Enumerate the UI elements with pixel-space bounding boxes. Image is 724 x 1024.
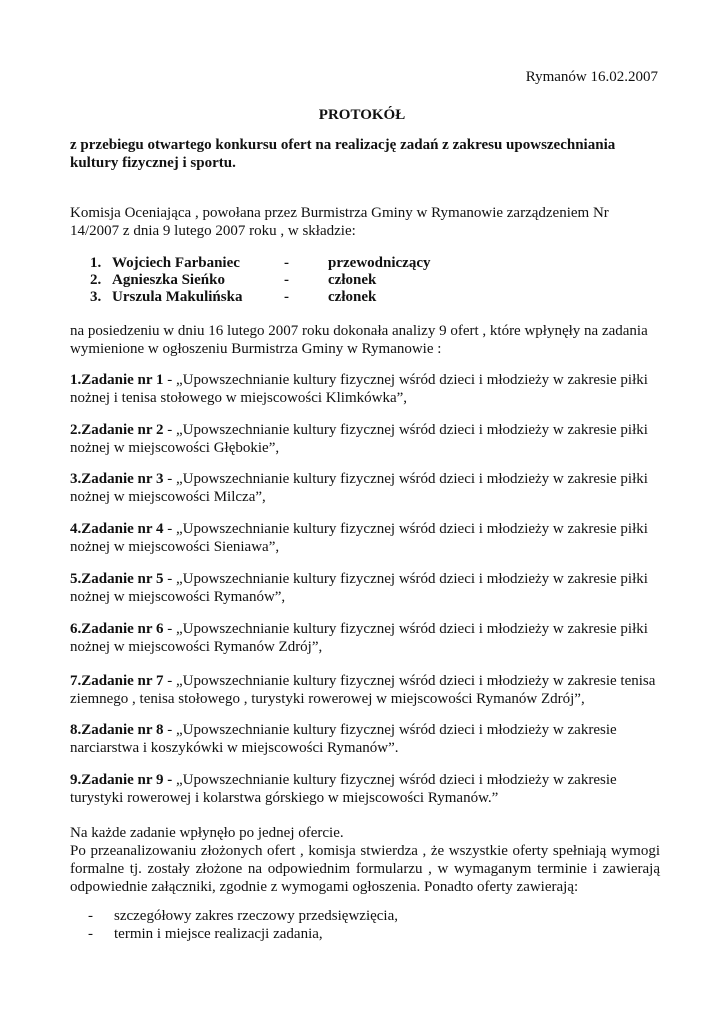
task-label: 8.Zadanie nr 8 (70, 722, 164, 738)
document-date: Rymanów 16.02.2007 (525, 69, 658, 85)
bullet-dash: - (88, 908, 93, 924)
task-label: 5.Zadanie nr 5 (70, 571, 164, 587)
task-text: - „Upowszechnianie kultury fizycznej wśród dzieci i młodzieży w zakresie piłki nożnej i tenisa stołowego w miejscowości Klimkówka”, (70, 372, 648, 406)
task-label: 6.Zadanie nr 6 (70, 621, 164, 637)
task-item-2 (70, 421, 660, 457)
member-role: członek (328, 289, 377, 305)
bullet-dash: - (88, 926, 93, 942)
member-number: 3. (90, 289, 102, 305)
summary-line: Na każde zadanie wpłynęło po jednej ofercie. (70, 825, 344, 841)
task-text: - „Upowszechnianie kultury fizycznej wśród dzieci i młodzieży w zakresie tenisa ziemnego , tenisa stołowego , turystyki rowerowej w miejscowości Rymanów Zdrój”, (70, 673, 656, 707)
task-item-6 (70, 620, 660, 656)
summary-paragraph: Po przeanalizowaniu złożonych ofert , komisja stwierdza , że wszystkie oferty spełniają wymogi formalne tj. zostały złożone na odpowiednim formularzu , w wymaganym terminie i zawierają odpowiednie załączniki, zgodnie z wymogami ogłoszenia. Ponadto oferty zawierają: (70, 843, 660, 895)
member-role: członek (328, 272, 377, 288)
task-label: 9.Zadanie nr 9 - (70, 772, 173, 788)
task-text: - „Upowszechnianie kultury fizycznej wśród dzieci i młodzieży w zakresie piłki nożnej w miejscowości Sieniawa”, (70, 521, 648, 555)
member-number: 1. (90, 255, 102, 271)
task-label: 4.Zadanie nr 4 (70, 521, 164, 537)
member-name: Wojciech Farbaniec (112, 255, 240, 271)
intro-paragraph: Komisja Oceniająca , powołana przez Burmistrza Gminy w Rymanowie zarządzeniem Nr 14/2007 z dnia 9 lutego 2007 roku , w składzie: (70, 205, 609, 239)
meeting-paragraph: na posiedzeniu w dniu 16 lutego 2007 roku dokonała analizy 9 ofert , które wpłynęły na zadania wymienione w ogłoszeniu Burmistrza Gminy w Rymanowie : (70, 323, 648, 357)
bullet-text: termin i miejsce realizacji zadania, (114, 926, 323, 942)
task-item-1 (70, 371, 660, 407)
task-text: - „Upowszechnianie kultury fizycznej wśród dzieci i młodzieży w zakresie piłki nożnej w miejscowości Rymanów”, (70, 571, 648, 605)
task-text: - „Upowszechnianie kultury fizycznej wśród dzieci i młodzieży w zakresie narciarstwa i koszykówki w miejscowości Rymanów”. (70, 722, 617, 756)
task-text: - „Upowszechnianie kultury fizycznej wśród dzieci i młodzieży w zakresie piłki nożnej w miejscowości Głębokie”, (70, 422, 648, 456)
task-label: 7.Zadanie nr 7 (70, 673, 164, 689)
member-number: 2. (90, 272, 102, 288)
document-title: PROTOKÓŁ (318, 107, 406, 123)
task-text: „Upowszechnianie kultury fizycznej wśród dzieci i młodzieży w zakresie turystyki rowerowej i kolarstwa górskiego w miejscowości Rymanów.” (70, 772, 617, 806)
task-item-5 (70, 570, 660, 606)
member-dash: - (284, 272, 289, 288)
task-text: - „Upowszechnianie kultury fizycznej wśród dzieci i młodzieży w zakresie piłki nożnej w miejscowości Rymanów Zdrój”, (70, 621, 648, 655)
task-label: 3.Zadanie nr 3 (70, 471, 164, 487)
member-dash: - (284, 289, 289, 305)
task-text: - „Upowszechnianie kultury fizycznej wśród dzieci i młodzieży w zakresie piłki nożnej w miejscowości Milcza”, (70, 471, 648, 505)
task-label: 2.Zadanie nr 2 (70, 422, 164, 438)
task-item-8 (70, 721, 660, 757)
task-item-7 (70, 672, 660, 708)
member-name: Agnieszka Sieńko (112, 272, 225, 288)
member-name: Urszula Makulińska (112, 289, 243, 305)
task-item-9 (70, 771, 660, 807)
task-item-3 (70, 470, 660, 506)
document-subtitle: z przebiegu otwartego konkursu ofert na realizację zadań z zakresu upowszechniania kultury fizycznej i sportu. (70, 137, 616, 171)
bullet-text: szczegółowy zakres rzeczowy przedsięwzięcia, (114, 908, 399, 924)
member-role: przewodniczący (328, 255, 431, 271)
task-item-4 (70, 520, 660, 556)
task-label: 1.Zadanie nr 1 (70, 372, 164, 388)
member-dash: - (284, 255, 289, 271)
